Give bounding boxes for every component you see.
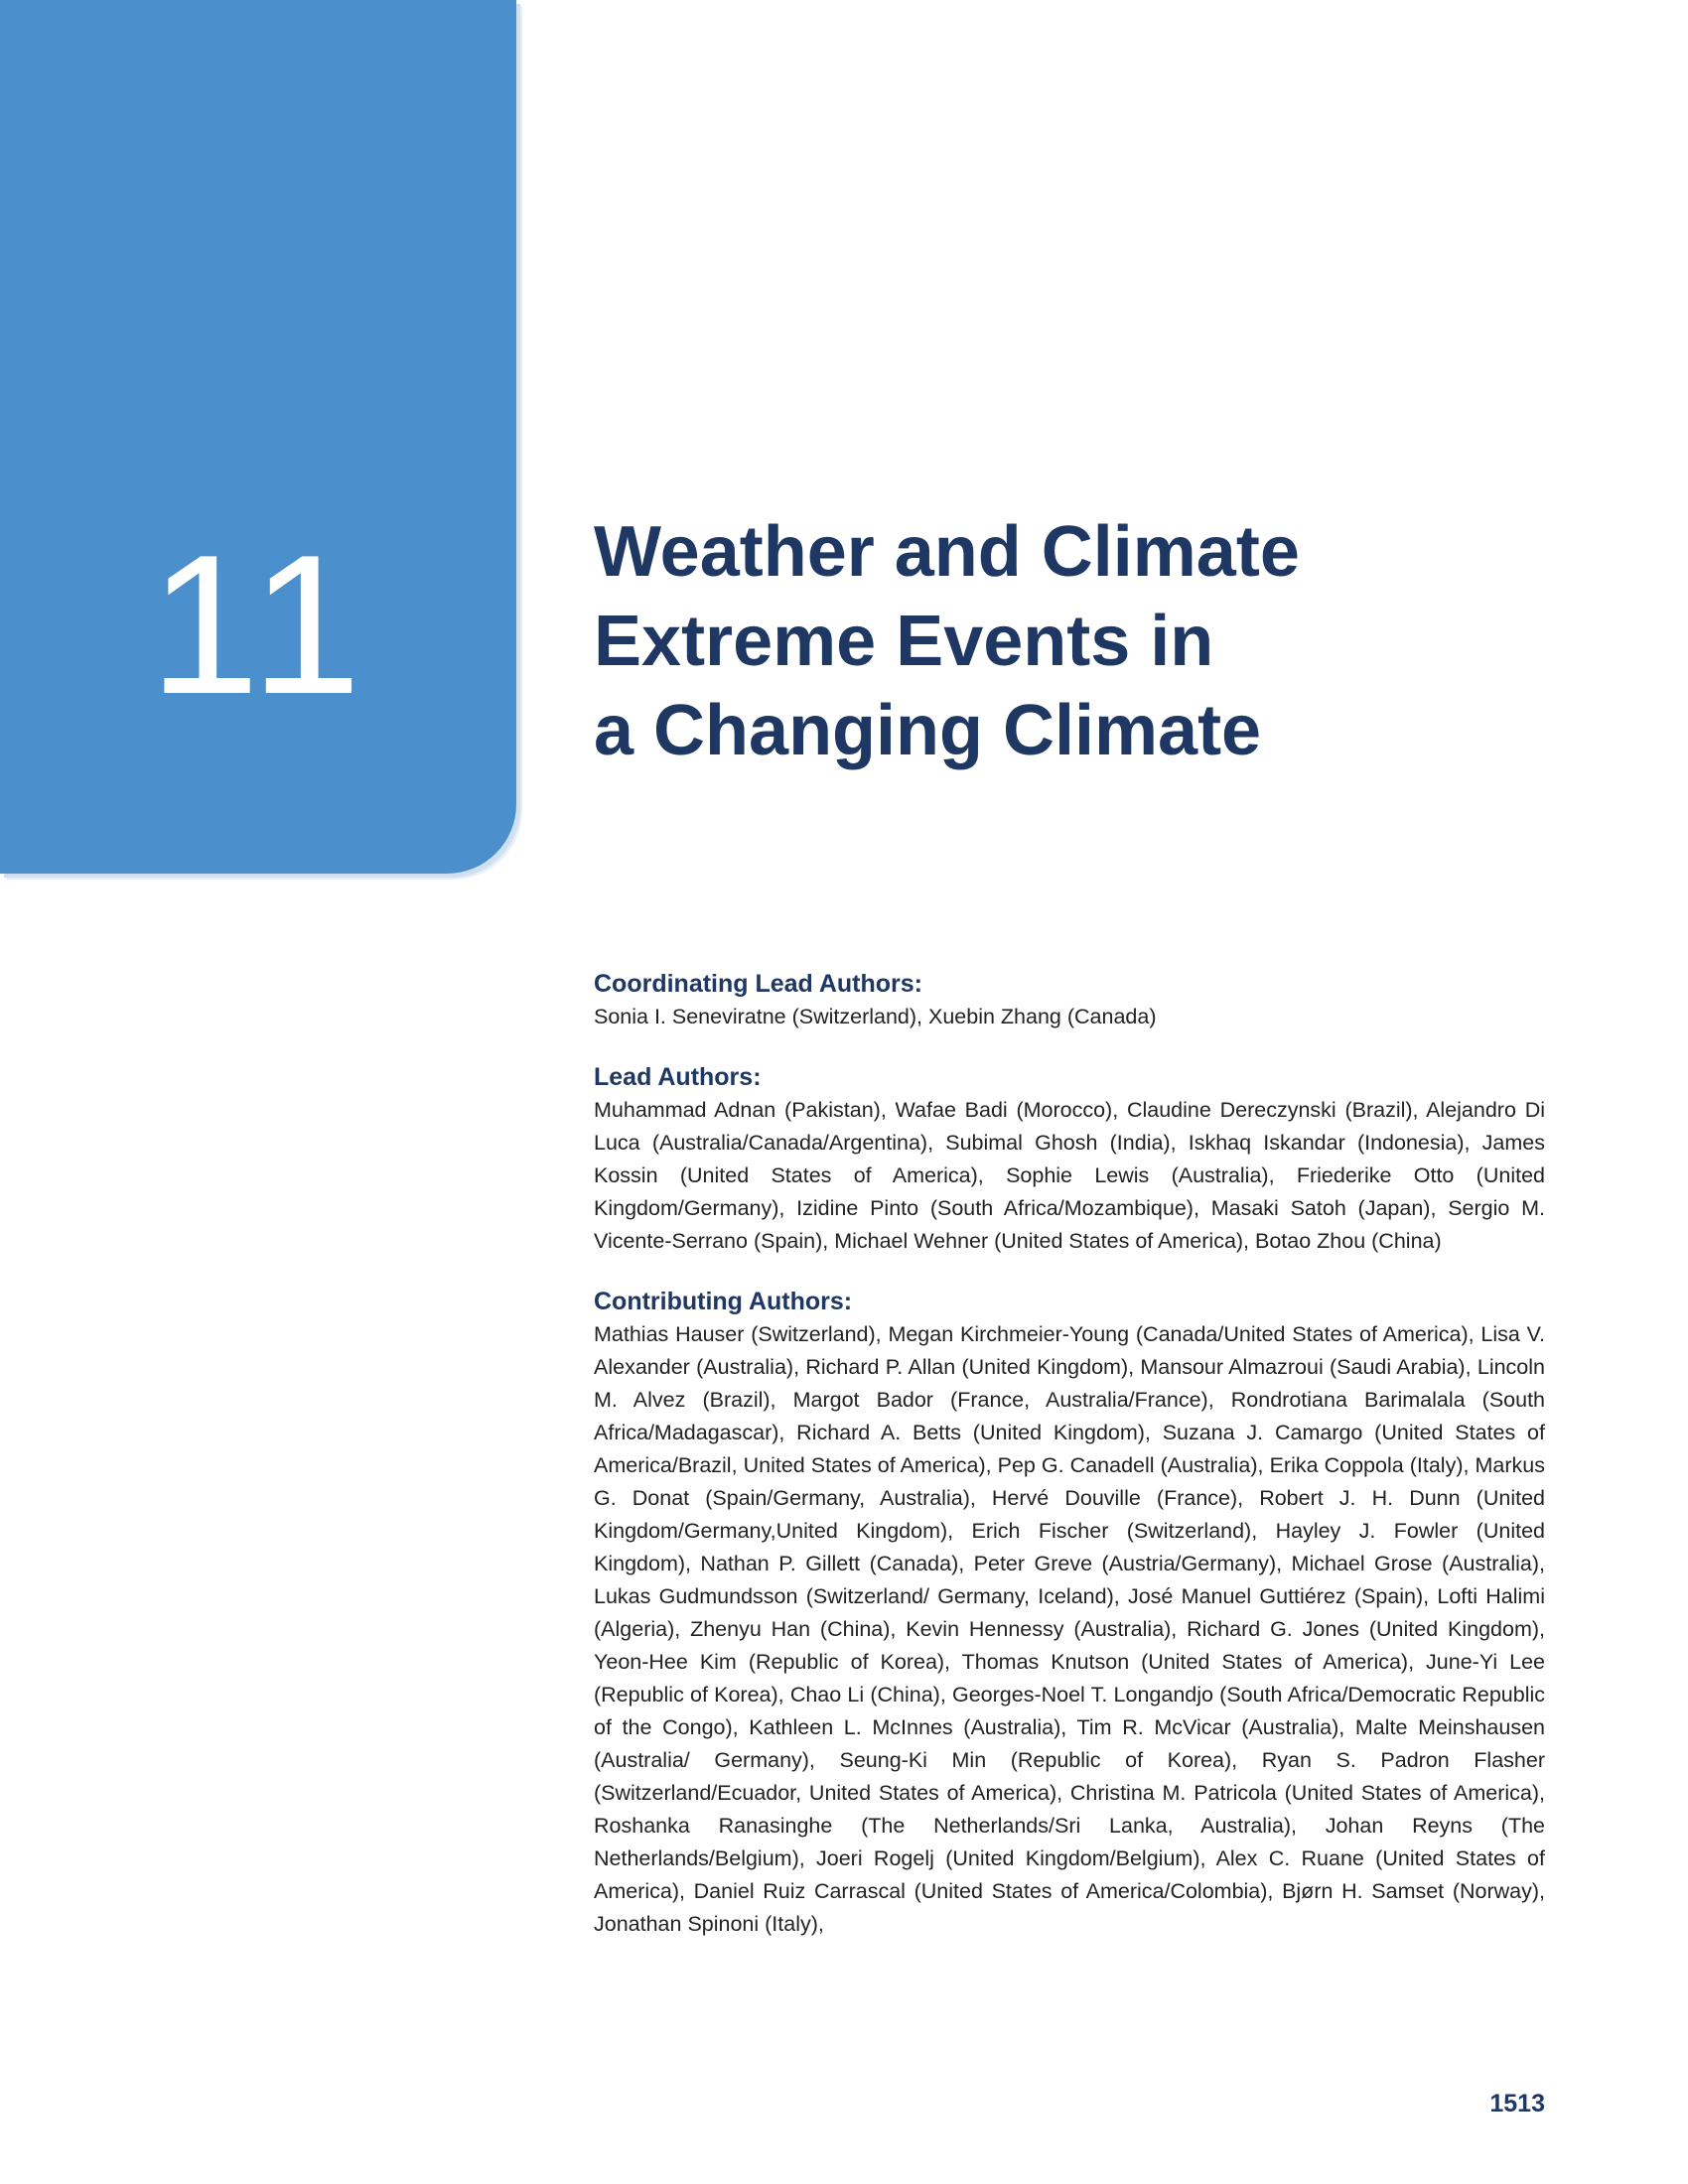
section-body: Sonia I. Seneviratne (Switzerland), Xuebin Zhang (Canada): [594, 1005, 1157, 1028]
lead-authors-section: [594, 1061, 1545, 1258]
section-heading: Contributing Authors:: [594, 1288, 853, 1315]
page-number: 1513: [1489, 2090, 1545, 2117]
chapter-title-line: Weather and Climate: [594, 512, 1300, 593]
chapter-title: [594, 507, 1487, 775]
section-heading: Coordinating Lead Authors:: [594, 970, 922, 998]
chapter-title-line: Extreme Events in: [594, 602, 1214, 682]
author-list: [594, 968, 1545, 1969]
section-heading: Lead Authors:: [594, 1063, 762, 1091]
section-body: Mathias Hauser (Switzerland), Megan Kirchmeier-Young (Canada/United States of America), Lisa V. Alexander (Australia), Richard P. Allan (United Kingdom), Mansour Almazroui (Saudi Arabia), Lincoln M. Alvez (Brazil), Margot Bador (France, Australia/France), Rondrotiana Barimalala (South Africa/Madagascar), Richard A. Betts (United Kingdom), Suzana J. Camargo (United States of America/Brazil, United States of America), Pep G. Canadell (Australia), Erika Coppola (Italy), Markus G. Donat (Spain/Germany, Australia), Hervé Douville (France), Robert J. H. Dunn (United Kingdom/Germany,United Kingdom), Erich Fischer (Switzerland), Hayley J. Fowler (United Kingdom), Nathan P. Gillett (Canada), Peter Greve (Austria/Germany), Michael Grose (Australia), Lukas Gudmundsson (Switzerland/ Germany, Iceland), José Manuel Guttiérez (Spain), Lofti Halimi (Algeria), Zhenyu Han (China), Kevin Hennessy (Australia), Richard G. Jones (United Kingdom), Yeon-Hee Kim (Republic of Korea), Thomas Knutson (United States of America), June-Yi Lee (Republic of Korea), Chao Li (China), Georges-Noel T. Longandjo (South Africa/Democratic Republic of the Congo), Kathleen L. McInnes (Australia), Tim R. McVicar (Australia), Malte Meinshausen (Australia/ Germany), Seung-Ki Min (Republic of Korea), Ryan S. Padron Flasher (Switzerland/Ecuador, United States of America), Christina M. Patricola (United States of America), Roshanka Ranasinghe (The Netherlands/Sri Lanka, Australia), Johan Reyns (The Netherlands/Belgium), Joeri Rogelj (United Kingdom/Belgium), Alex C. Ruane (United States of America), Daniel Ruiz Carrascal (United States of America/Colombia), Bjørn H. Samset (Norway), Jonathan Spinoni (Italy),: [594, 1322, 1545, 1936]
chapter-number: 11: [149, 514, 367, 736]
chapter-title-line: a Changing Climate: [594, 691, 1262, 771]
section-body: Muhammad Adnan (Pakistan), Wafae Badi (Morocco), Claudine Dereczynski (Brazil), Alejandro Di Luca (Australia/Canada/Argentina), Subimal Ghosh (India), Iskhaq Iskandar (Indonesia), James Kossin (United States of America), Sophie Lewis (Australia), Friederike Otto (United Kingdom/Germany), Izidine Pinto (South Africa/Mozambique), Masaki Satoh (Japan), Sergio M. Vicente-Serrano (Spain), Michael Wehner (United States of America), Botao Zhou (China): [594, 1098, 1545, 1253]
chapter-number-block: [0, 0, 516, 874]
contributing-authors-section: [594, 1286, 1545, 1941]
coordinating-lead-authors-section: [594, 968, 1545, 1033]
